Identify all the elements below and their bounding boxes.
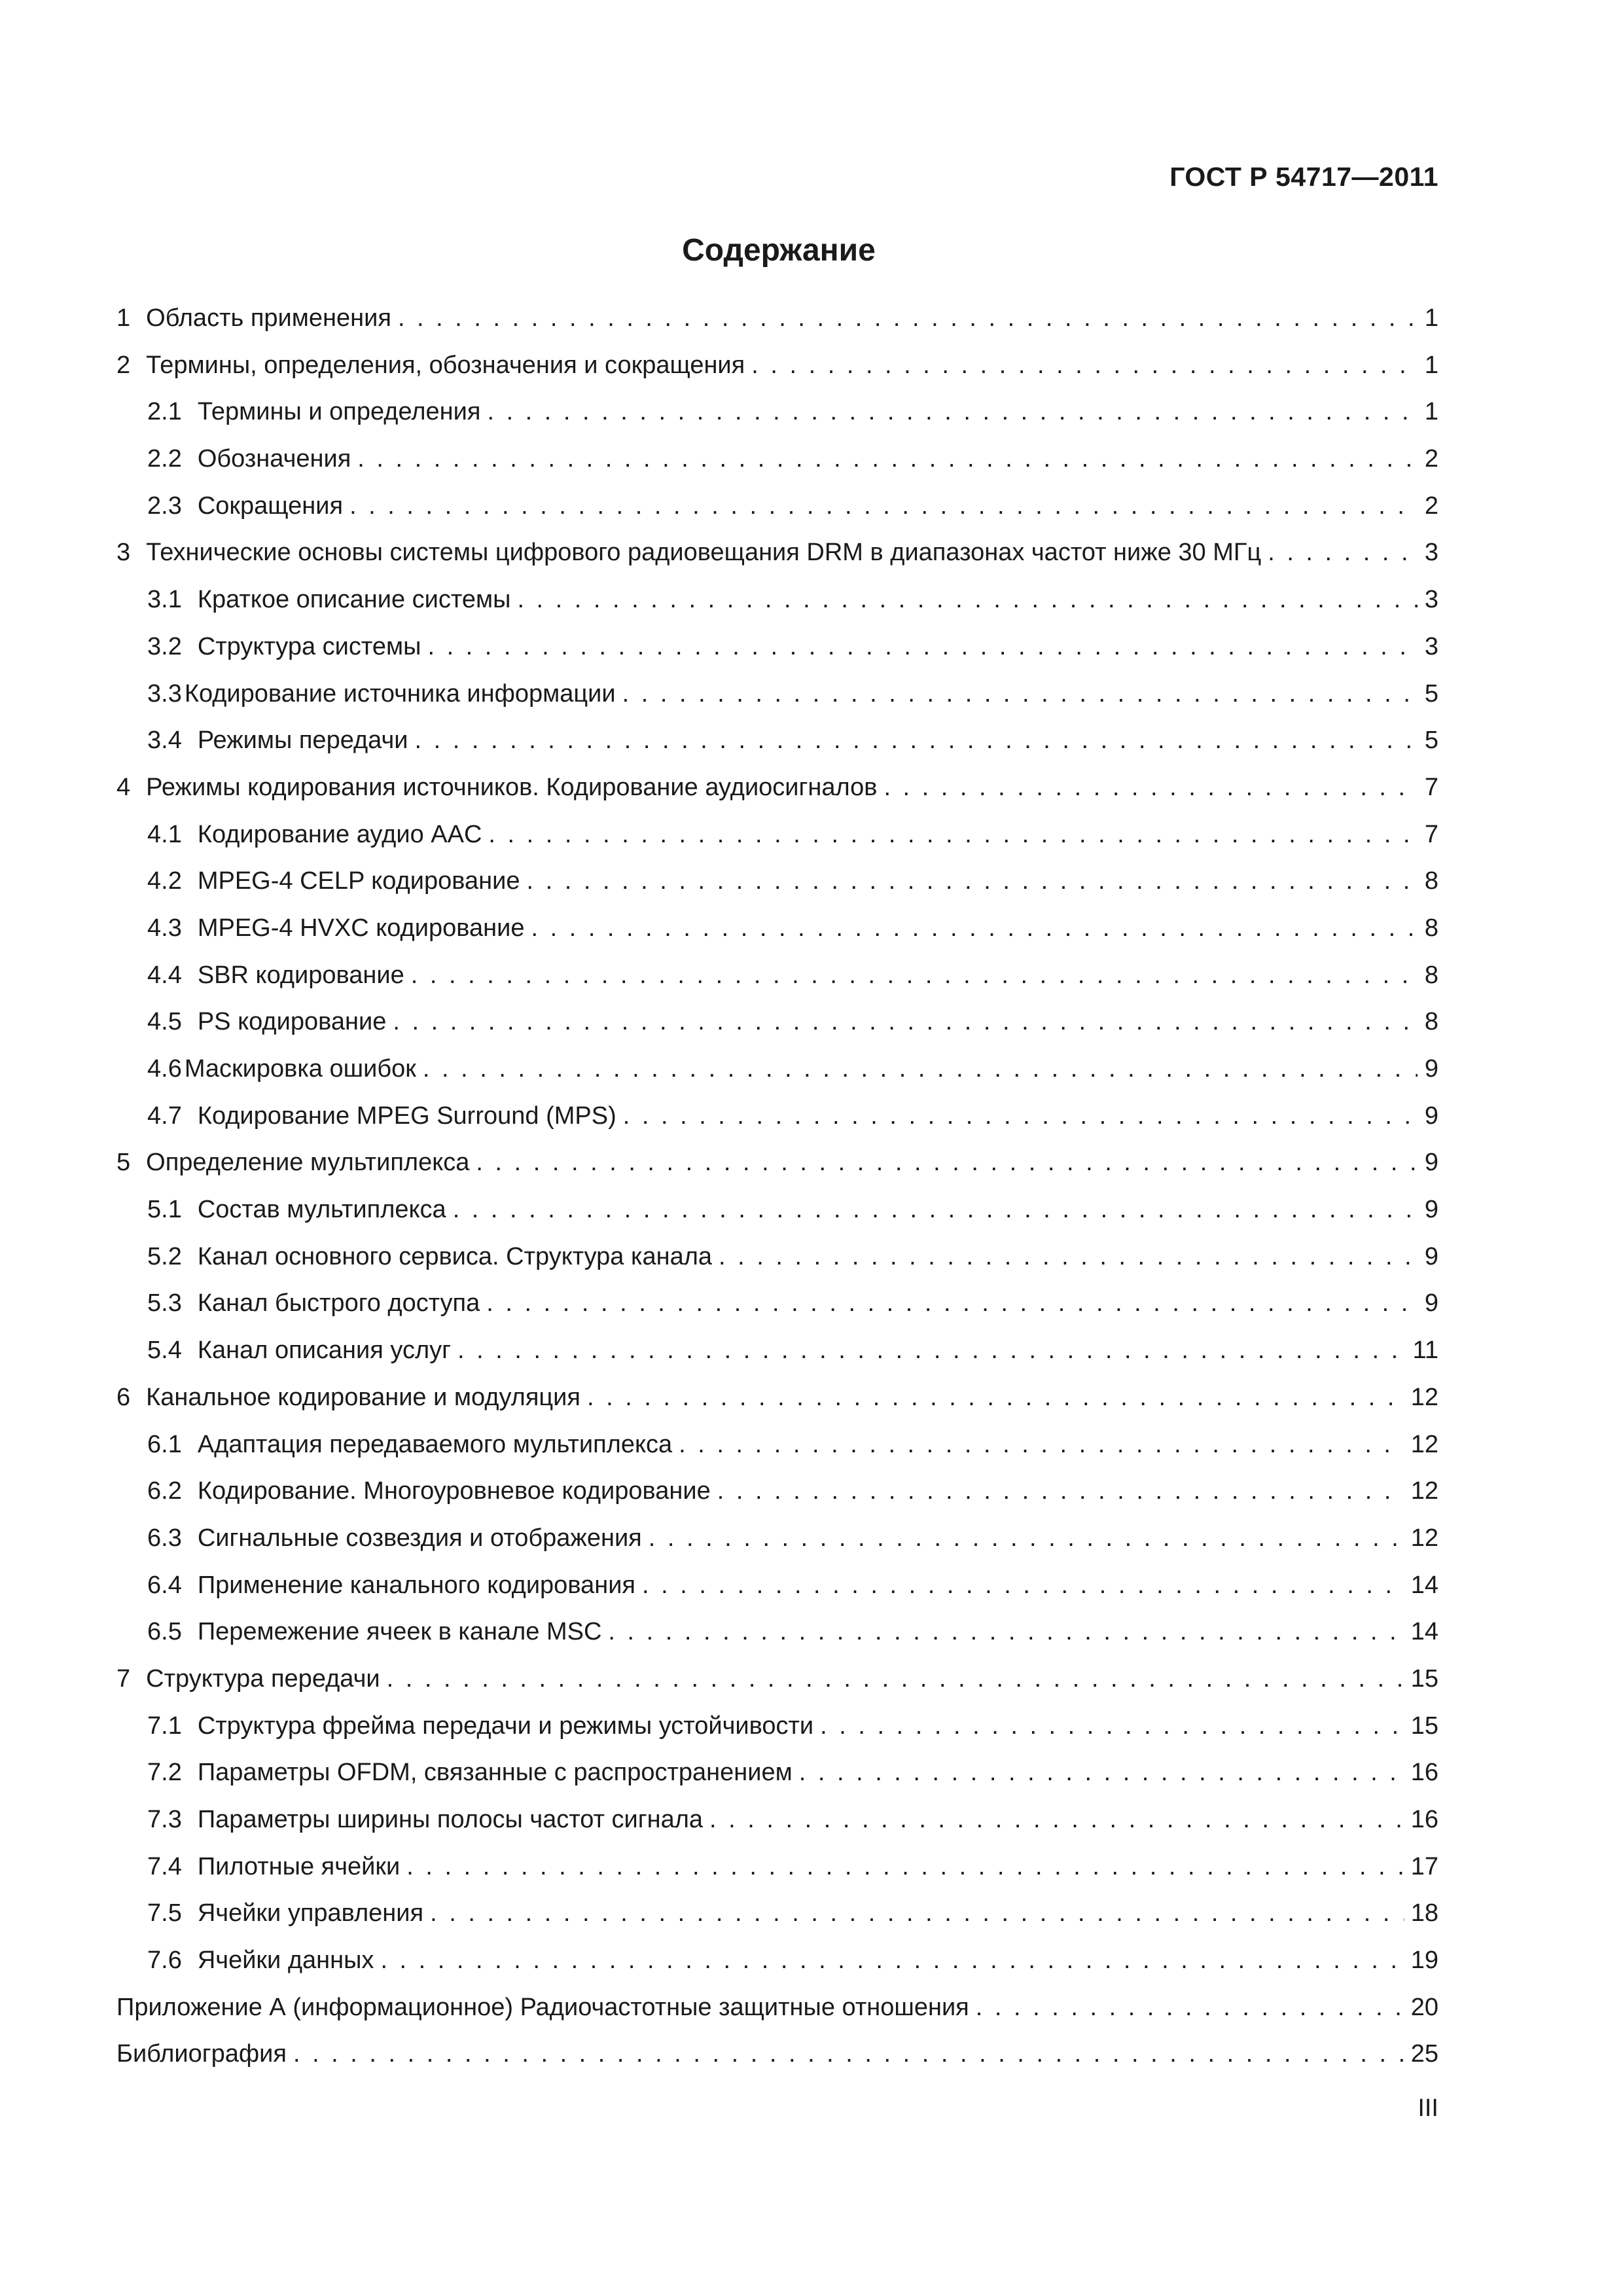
toc-entry-label: Структура передачи	[146, 1664, 380, 1693]
toc-entry[interactable]	[116, 1571, 1438, 1619]
toc-entry[interactable]	[116, 586, 1438, 633]
toc-leader-dots	[427, 633, 1418, 661]
toc-entry-number: 3	[116, 539, 131, 567]
toc-entry-page: 25	[1410, 2040, 1438, 2068]
toc-entry-label: Кодирование источника информации	[184, 679, 616, 708]
toc-entry-number: 4.3	[147, 914, 182, 942]
toc-leader-dots	[453, 1196, 1418, 1224]
toc-entry-page: 5	[1424, 679, 1438, 708]
toc-entry[interactable]	[116, 961, 1438, 1009]
toc-entry-label: MPEG-4 HVXC кодирование	[197, 914, 525, 942]
toc-entry-label: Параметры OFDM, связанные с распространением	[197, 1759, 793, 1787]
toc-leader-dots	[349, 492, 1418, 520]
toc-leader-dots	[398, 304, 1418, 332]
toc-entry-page: 12	[1410, 1383, 1438, 1411]
toc-entry-label: Параметры ширины полосы частот сигнала	[197, 1806, 704, 1833]
toc-entry[interactable]	[116, 398, 1438, 445]
toc-leader-dots	[531, 914, 1418, 942]
toc-entry-page: 5	[1424, 726, 1438, 755]
toc-entry-page: 1	[1424, 351, 1438, 379]
toc-leader-dots	[415, 726, 1418, 755]
toc-entry-page: 2	[1424, 445, 1438, 473]
toc-entry[interactable]	[116, 539, 1438, 586]
toc-entry[interactable]	[116, 492, 1438, 539]
toc-leader-dots	[387, 1665, 1404, 1693]
toc-entry[interactable]	[116, 1384, 1438, 1431]
toc-entry-label: SBR кодирование	[197, 961, 404, 989]
toc-entry-label: Ячейки управления	[197, 1899, 424, 1928]
toc-entry-number: 5.3	[147, 1289, 182, 1318]
toc-entry[interactable]	[116, 1712, 1438, 1759]
toc-entry-label: Приложение А (информационное) Радиочастотные защитные отношения	[116, 1993, 969, 2021]
toc-entry-page: 16	[1410, 1806, 1438, 1833]
toc-entry-page: 8	[1424, 914, 1438, 942]
toc-entry[interactable]	[116, 1289, 1438, 1336]
toc-leader-dots	[820, 1712, 1404, 1740]
toc-entry[interactable]	[116, 2040, 1438, 2087]
toc-leader-dots	[393, 1008, 1418, 1036]
toc-title: Содержание	[682, 233, 876, 268]
toc-entry[interactable]	[116, 1102, 1438, 1149]
toc-entry[interactable]	[116, 1243, 1438, 1290]
toc-entry-number: 5.4	[147, 1336, 182, 1365]
toc-entry-label: Сокращения	[197, 492, 344, 520]
toc-leader-dots	[476, 1149, 1418, 1177]
toc-entry-number: 4.1	[147, 820, 182, 848]
toc-entry-number: 4.5	[147, 1008, 182, 1036]
table-of-contents	[116, 304, 1438, 2087]
toc-entry-number: 1	[116, 304, 131, 332]
toc-entry[interactable]	[116, 1806, 1438, 1853]
toc-entry-number: 2.3	[147, 492, 182, 520]
toc-leader-dots	[517, 586, 1418, 614]
toc-entry[interactable]	[116, 1946, 1438, 1994]
toc-leader-dots	[622, 680, 1418, 708]
toc-entry-number: 6.2	[147, 1477, 182, 1505]
toc-entry[interactable]	[116, 1618, 1438, 1665]
toc-entry-number: 7.3	[147, 1806, 182, 1833]
toc-entry-label: Ячейки данных	[197, 1946, 374, 1975]
toc-entry-page: 9	[1424, 1055, 1438, 1083]
toc-entry-label: Обозначения	[197, 445, 351, 473]
toc-entry-page: 12	[1410, 1430, 1438, 1458]
toc-entry[interactable]	[116, 774, 1438, 821]
toc-entry[interactable]	[116, 1336, 1438, 1384]
toc-entry-number: 7.5	[147, 1899, 182, 1928]
toc-entry-number: 6.4	[147, 1571, 182, 1599]
toc-entry-label: Структура фрейма передачи и режимы устойчивости	[197, 1712, 814, 1740]
toc-leader-dots	[293, 2040, 1404, 2068]
toc-leader-dots	[799, 1759, 1404, 1787]
toc-entry-label: MPEG-4 CELP кодирование	[197, 867, 520, 895]
toc-entry-label: Канальное кодирование и модуляция	[146, 1383, 580, 1411]
toc-entry-number: 7.6	[147, 1946, 182, 1975]
toc-entry-number: 7.4	[147, 1852, 182, 1880]
toc-entry-number: 3.4	[147, 726, 182, 755]
toc-leader-dots	[751, 351, 1418, 380]
toc-entry-number: 6.1	[147, 1430, 182, 1458]
toc-entry-number: 4.6	[147, 1055, 182, 1083]
toc-entry-page: 17	[1410, 1852, 1438, 1880]
toc-entry-page: 1	[1424, 398, 1438, 426]
toc-leader-dots	[709, 1806, 1404, 1834]
toc-entry-label: Определение мультиплекса	[146, 1149, 470, 1177]
toc-entry[interactable]	[116, 1477, 1438, 1524]
toc-entry-page: 14	[1410, 1618, 1438, 1646]
toc-entry-page: 7	[1424, 773, 1438, 801]
toc-leader-dots	[883, 774, 1418, 802]
toc-leader-dots	[623, 1102, 1418, 1130]
toc-entry-label: Термины, определения, обозначения и сокращения	[146, 351, 745, 379]
toc-entry-page: 15	[1410, 1664, 1438, 1693]
toc-leader-dots	[411, 961, 1418, 990]
toc-entry[interactable]	[116, 1853, 1438, 1900]
toc-entry-label: Кодирование. Многоуровневое кодирование	[197, 1477, 711, 1505]
toc-entry-label: Состав мультиплекса	[197, 1196, 446, 1224]
toc-entry-label: Режимы кодирования источников. Кодирование аудиосигналов	[146, 773, 878, 801]
toc-entry-label: Технические основы системы цифрового радиовещания DRM в диапазонах частот ниже 30 МГц	[146, 539, 1262, 567]
toc-entry-label: Сигнальные созвездия и отображения	[197, 1524, 642, 1552]
toc-leader-dots	[430, 1899, 1404, 1928]
toc-entry[interactable]	[116, 351, 1438, 399]
toc-entry-number: 7.1	[147, 1712, 182, 1740]
toc-entry-label: Канал описания услуг	[197, 1336, 451, 1365]
toc-leader-dots	[649, 1524, 1404, 1552]
toc-entry-page: 2	[1424, 492, 1438, 520]
toc-entry-page: 12	[1410, 1524, 1438, 1552]
toc-entry-number: 6	[116, 1383, 131, 1411]
toc-entry-page: 9	[1424, 1196, 1438, 1224]
toc-entry-page: 12	[1410, 1477, 1438, 1505]
toc-entry-page: 15	[1410, 1712, 1438, 1740]
toc-entry-number: 2	[116, 351, 131, 379]
toc-entry-label: Краткое описание системы	[197, 586, 511, 614]
toc-entry-label: Канал основного сервиса. Структура канала	[197, 1242, 713, 1270]
toc-entry[interactable]	[116, 680, 1438, 727]
toc-entry-label: Пилотные ячейки	[197, 1852, 401, 1880]
toc-entry-number: 3.3	[147, 679, 182, 708]
toc-leader-dots	[587, 1384, 1404, 1412]
toc-entry-number: 7	[116, 1664, 131, 1693]
toc-entry-page: 3	[1424, 632, 1438, 660]
toc-leader-dots	[976, 1994, 1404, 2022]
toc-entry-number: 4.7	[147, 1102, 182, 1130]
toc-entry-page: 3	[1424, 539, 1438, 567]
toc-entry-number: 5.1	[147, 1196, 182, 1224]
toc-entry-page: 9	[1424, 1102, 1438, 1130]
toc-leader-dots	[406, 1853, 1404, 1881]
document-code: ГОСТ Р 54717—2011	[1169, 162, 1438, 192]
toc-entry-number: 5	[116, 1149, 131, 1177]
toc-entry-label: Режимы передачи	[197, 726, 408, 755]
toc-entry[interactable]	[116, 1899, 1438, 1946]
toc-leader-dots	[679, 1431, 1404, 1459]
toc-leader-dots	[487, 398, 1418, 426]
toc-entry[interactable]	[116, 821, 1438, 868]
toc-entry-number: 2.2	[147, 445, 182, 473]
toc-entry-label: Кодирование аудио AAC	[197, 820, 482, 848]
toc-entry-page: 20	[1410, 1993, 1438, 2021]
toc-entry-page: 3	[1424, 586, 1438, 614]
toc-entry-number: 5.2	[147, 1242, 182, 1270]
toc-entry-label: Библиография	[116, 2040, 287, 2068]
toc-entry-label: Применение канального кодирования	[197, 1571, 636, 1599]
toc-entry[interactable]	[116, 1431, 1438, 1478]
toc-entry[interactable]	[116, 1994, 1438, 2041]
toc-entry-label: Термины и определения	[197, 398, 481, 426]
toc-entry[interactable]	[116, 445, 1438, 492]
toc-entry-number: 2.1	[147, 398, 182, 426]
toc-entry-number: 4.4	[147, 961, 182, 989]
toc-leader-dots	[608, 1618, 1404, 1646]
toc-entry[interactable]	[116, 1196, 1438, 1243]
toc-entry-label: Адаптация передаваемого мультиплекса	[197, 1430, 673, 1458]
toc-leader-dots	[717, 1477, 1404, 1505]
toc-leader-dots	[642, 1571, 1404, 1600]
toc-entry-page: 11	[1412, 1336, 1438, 1365]
toc-entry[interactable]	[116, 726, 1438, 774]
toc-entry[interactable]	[116, 304, 1438, 351]
toc-entry-page: 9	[1424, 1289, 1438, 1318]
toc-leader-dots	[526, 867, 1418, 895]
toc-entry-number: 6.5	[147, 1618, 182, 1646]
toc-entry-page: 7	[1424, 820, 1438, 848]
toc-entry[interactable]	[116, 1055, 1438, 1102]
toc-entry-label: PS кодирование	[197, 1008, 387, 1036]
toc-entry-number: 3.1	[147, 586, 182, 614]
toc-entry[interactable]	[116, 1008, 1438, 1055]
toc-entry-page: 8	[1424, 961, 1438, 989]
toc-leader-dots	[1268, 539, 1418, 567]
toc-entry-label: Кодирование MPEG Surround (MPS)	[197, 1102, 616, 1130]
toc-entry[interactable]	[116, 1759, 1438, 1806]
toc-entry-page: 16	[1410, 1759, 1438, 1787]
toc-leader-dots	[486, 1289, 1418, 1318]
toc-entry-number: 3.2	[147, 632, 182, 660]
toc-entry-page: 1	[1424, 304, 1438, 332]
toc-entry-number: 4.2	[147, 867, 182, 895]
toc-leader-dots	[423, 1055, 1418, 1083]
toc-entry[interactable]	[116, 1665, 1438, 1712]
toc-leader-dots	[457, 1336, 1406, 1365]
toc-leader-dots	[488, 821, 1418, 849]
toc-entry-label: Перемежение ячеек в канале MSC	[197, 1618, 602, 1646]
toc-leader-dots	[357, 445, 1418, 473]
toc-entry[interactable]	[116, 1524, 1438, 1571]
toc-entry-number: 6.3	[147, 1524, 182, 1552]
toc-entry-page: 8	[1424, 867, 1438, 895]
toc-entry-label: Канал быстрого доступа	[197, 1289, 480, 1318]
toc-leader-dots	[719, 1243, 1418, 1271]
toc-entry-page: 9	[1424, 1242, 1438, 1270]
toc-entry-page: 19	[1410, 1946, 1438, 1975]
toc-entry-label: Структура системы	[197, 632, 421, 660]
toc-leader-dots	[380, 1946, 1404, 1975]
toc-entry-label: Область применения	[146, 304, 391, 332]
toc-entry-number: 4	[116, 773, 131, 801]
toc-entry-page: 18	[1410, 1899, 1438, 1928]
toc-entry[interactable]	[116, 1149, 1438, 1196]
page-number: III	[1418, 2094, 1438, 2122]
toc-entry-page: 8	[1424, 1008, 1438, 1036]
toc-entry[interactable]	[116, 633, 1438, 680]
toc-entry[interactable]	[116, 914, 1438, 961]
toc-entry-page: 14	[1410, 1571, 1438, 1599]
toc-entry-page: 9	[1424, 1149, 1438, 1177]
toc-entry-label: Маскировка ошибок	[184, 1055, 416, 1083]
toc-entry-number: 7.2	[147, 1759, 182, 1787]
toc-entry[interactable]	[116, 867, 1438, 914]
